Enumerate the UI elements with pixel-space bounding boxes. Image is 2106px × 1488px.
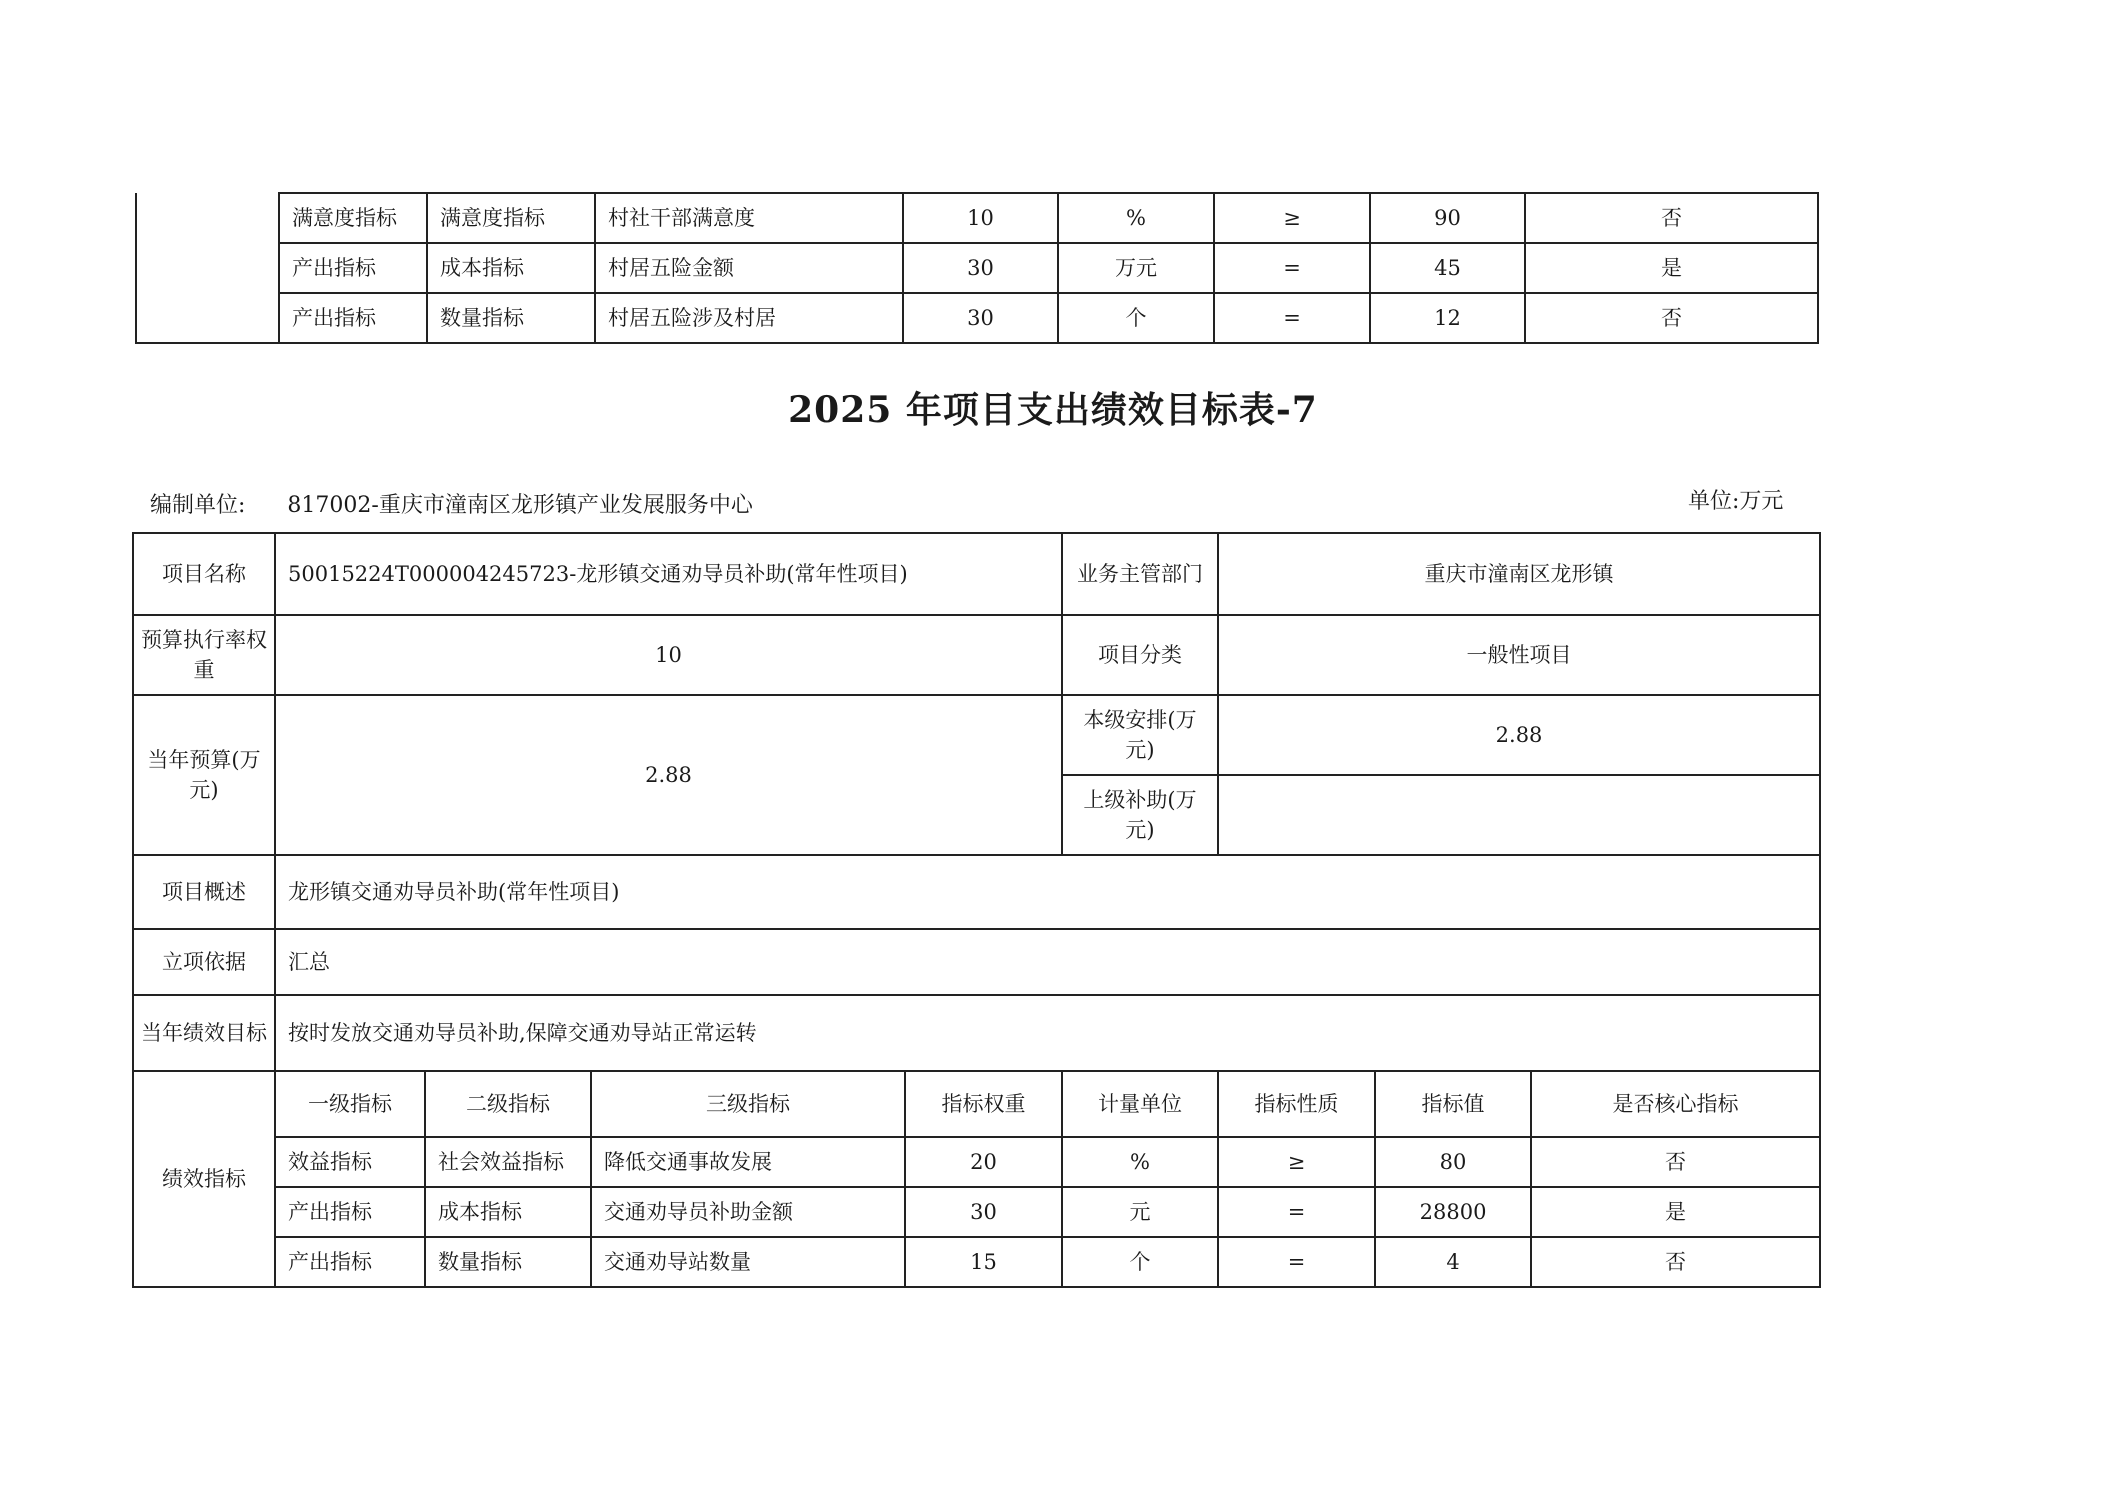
cell-unit: 万元: [1058, 243, 1214, 293]
cell-value: 90: [1370, 193, 1525, 243]
cell-weight: 15: [905, 1237, 1062, 1287]
cell-l2: 数量指标: [427, 293, 595, 343]
cell-nature: =: [1218, 1187, 1375, 1237]
header-value: 指标值: [1375, 1071, 1531, 1137]
exec-rate-value: 10: [275, 615, 1062, 695]
table-row: [133, 1187, 1820, 1237]
cell-core: 否: [1531, 1137, 1820, 1187]
exec-rate-label: 预算执行率权重: [133, 615, 275, 695]
cell-unit: %: [1062, 1137, 1218, 1187]
upper-label: 上级补助(万元): [1062, 775, 1218, 855]
cell-l2: 成本指标: [425, 1187, 591, 1237]
table-row: [133, 1071, 1820, 1137]
cell-value: 80: [1375, 1137, 1531, 1187]
cell-l2: 社会效益指标: [425, 1137, 591, 1187]
org-value: 817002-重庆市潼南区龙形镇产业发展服务中心: [287, 493, 753, 518]
perf-label: 绩效指标: [133, 1071, 275, 1287]
cell-weight: 10: [903, 193, 1058, 243]
cell-l1: 效益指标: [275, 1137, 425, 1187]
dept-value: 重庆市潼南区龙形镇: [1218, 533, 1820, 615]
unit-label: 单位:万元: [1688, 489, 1784, 514]
category-label: 项目分类: [1062, 615, 1218, 695]
cell-nature: =: [1214, 243, 1370, 293]
budget-value: 2.88: [275, 695, 1062, 855]
local-value: 2.88: [1218, 695, 1820, 775]
cell-l3: 交通劝导站数量: [591, 1237, 905, 1287]
header-nature: 指标性质: [1218, 1071, 1375, 1137]
cell-unit: %: [1058, 193, 1214, 243]
upper-value: [1218, 775, 1820, 855]
cell-l1: 产出指标: [275, 1187, 425, 1237]
table-row: [133, 855, 1820, 929]
cell-core: 否: [1525, 193, 1818, 243]
cell-l2: 数量指标: [425, 1237, 591, 1287]
table-row: [133, 1137, 1820, 1187]
header-l2: 二级指标: [425, 1071, 591, 1137]
goal-label: 当年绩效目标: [133, 995, 275, 1071]
project-name-value: 50015224T000004245723-龙形镇交通劝导员补助(常年性项目): [275, 533, 1062, 615]
cell-l1: 产出指标: [279, 243, 427, 293]
table-row: [133, 615, 1820, 695]
local-label: 本级安排(万元): [1062, 695, 1218, 775]
cell-l2: 满意度指标: [427, 193, 595, 243]
header-l3: 三级指标: [591, 1071, 905, 1137]
project-name-label: 项目名称: [133, 533, 275, 615]
cell-l3: 交通劝导员补助金额: [591, 1187, 905, 1237]
cell-core: 是: [1531, 1187, 1820, 1237]
table-row: [136, 243, 1818, 293]
cell-value: 28800: [1375, 1187, 1531, 1237]
header-l1: 一级指标: [275, 1071, 425, 1137]
cell-core: 是: [1525, 243, 1818, 293]
cell-l3: 村社干部满意度: [595, 193, 903, 243]
cell-unit: 个: [1062, 1237, 1218, 1287]
page-title: 2025 年项目支出绩效目标表-7: [788, 389, 1318, 431]
cell-l3: 降低交通事故发展: [591, 1137, 905, 1187]
cell-l3: 村居五险金额: [595, 243, 903, 293]
empty-cell: [136, 193, 279, 343]
cell-weight: 30: [905, 1187, 1062, 1237]
cell-weight: 30: [903, 243, 1058, 293]
header-weight: 指标权重: [905, 1071, 1062, 1137]
cell-core: 否: [1531, 1237, 1820, 1287]
table-row: [133, 533, 1820, 615]
overview-value: 龙形镇交通劝导员补助(常年性项目): [275, 855, 1820, 929]
cell-l1: 产出指标: [275, 1237, 425, 1287]
cell-weight: 30: [903, 293, 1058, 343]
table-row: [133, 1237, 1820, 1287]
table-row: [136, 293, 1818, 343]
org-line: [150, 488, 753, 519]
cell-l3: 村居五险涉及村居: [595, 293, 903, 343]
performance-target-table: [132, 532, 1821, 1288]
cell-nature: =: [1218, 1237, 1375, 1287]
cell-nature: =: [1214, 293, 1370, 343]
cell-unit: 元: [1062, 1187, 1218, 1237]
cell-l1: 满意度指标: [279, 193, 427, 243]
cell-l2: 成本指标: [427, 243, 595, 293]
dept-label: 业务主管部门: [1062, 533, 1218, 615]
budget-label: 当年预算(万元): [133, 695, 275, 855]
basis-value: 汇总: [275, 929, 1820, 995]
cell-unit: 个: [1058, 293, 1214, 343]
cell-value: 45: [1370, 243, 1525, 293]
table-row: [136, 193, 1818, 243]
header-unit: 计量单位: [1062, 1071, 1218, 1137]
table-row: [133, 695, 1820, 775]
table-row: [133, 995, 1820, 1071]
org-label: 编制单位:: [150, 493, 246, 518]
overview-label: 项目概述: [133, 855, 275, 929]
cell-core: 否: [1525, 293, 1818, 343]
cell-l1: 产出指标: [279, 293, 427, 343]
table-row: [133, 929, 1820, 995]
category-value: 一般性项目: [1218, 615, 1820, 695]
previous-table-fragment: [135, 192, 1819, 344]
cell-nature: ≥: [1218, 1137, 1375, 1187]
cell-nature: ≥: [1214, 193, 1370, 243]
header-core: 是否核心指标: [1531, 1071, 1820, 1137]
basis-label: 立项依据: [133, 929, 275, 995]
cell-value: 4: [1375, 1237, 1531, 1287]
cell-value: 12: [1370, 293, 1525, 343]
goal-value: 按时发放交通劝导员补助,保障交通劝导站正常运转: [275, 995, 1820, 1071]
cell-weight: 20: [905, 1137, 1062, 1187]
